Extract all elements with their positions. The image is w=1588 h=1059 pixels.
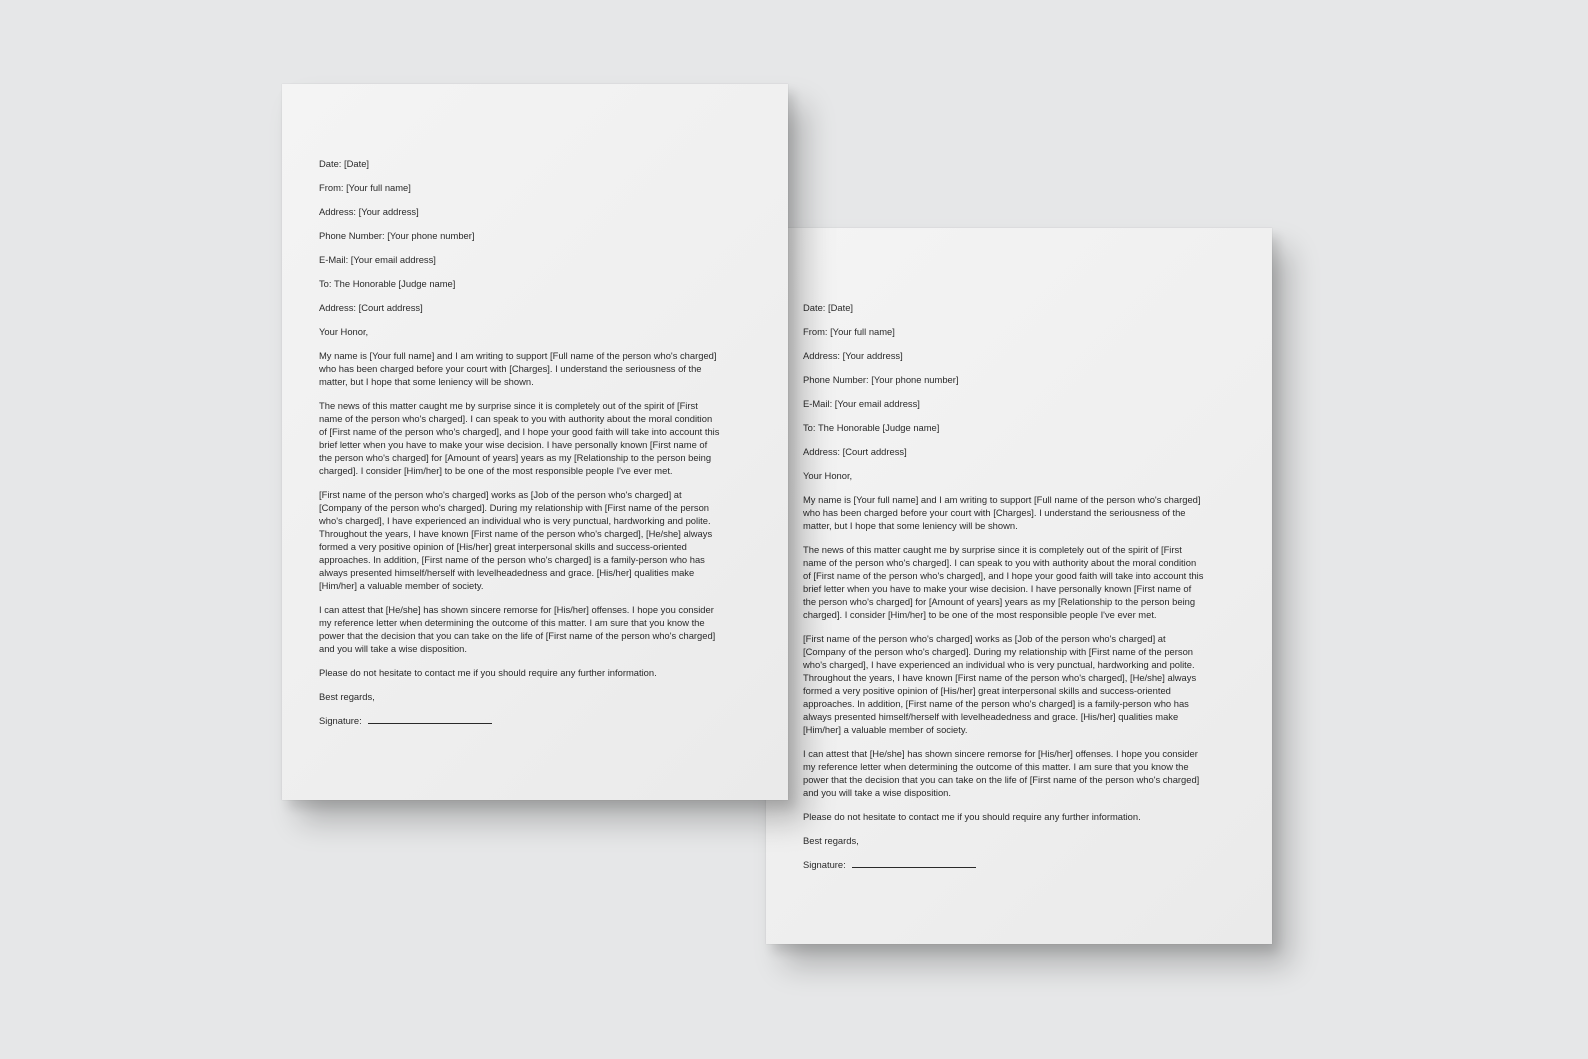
paragraph-line: of [First name of the person who's charged], and I hope your good faith will take into account this: [803, 570, 1204, 581]
paragraph-line: [First name of the person who's charged] works as [Job of the person who's charged] at: [803, 633, 1166, 644]
paragraph-line: I can attest that [He/she] has shown sincere remorse for [His/her] offenses. I hope you consider: [319, 604, 714, 615]
email-line: E-Mail: [Your email address]: [803, 398, 920, 409]
paragraph-line: brief letter when you have to make your wise decision. I have personally known [First name of: [319, 439, 708, 450]
signature-line: [368, 714, 492, 724]
paragraph-line: always presented himself/herself with levelheadedness and grace. [His/her] qualities make: [803, 711, 1179, 722]
paragraph-line: who has been charged before your court with [Charges]. I understand the seriousness of the: [803, 507, 1186, 518]
paragraph-line: formed a very positive opinion of [His/her] great interpersonal skills and success-oriented: [319, 541, 687, 552]
paragraph-line: The news of this matter caught me by surprise since it is completely out of the spirit of [First: [803, 544, 1182, 555]
paragraph-line: my reference letter when determining the outcome of this matter. I am sure that you know the: [319, 617, 705, 628]
from-line: From: [Your full name]: [803, 326, 895, 337]
paragraph-line: [Him/her] a valuable member of society.: [803, 724, 968, 735]
court-address-line: Address: [Court address]: [319, 302, 423, 313]
paragraph-intro: [319, 349, 739, 388]
paragraph-line: power that the decision that you can take on the life of [First name of the person who's charged]: [803, 774, 1200, 785]
paragraph-remorse: [319, 603, 739, 655]
paragraph-line: who's charged], I have experienced an individual who is very punctual, hardworking and polite.: [319, 515, 711, 526]
paragraph-line: My name is [Your full name] and I am writing to support [Full name of the person who's charged]: [319, 350, 717, 361]
phone-line: Phone Number: [Your phone number]: [319, 230, 475, 241]
letter-body: [803, 301, 1223, 882]
signature-row: [319, 714, 739, 727]
court-address-line: Address: [Court address]: [803, 446, 907, 457]
paragraph-line: Throughout the years, I have known [First name of the person who's charged], [He/she] always: [319, 528, 713, 539]
paragraph-line: always presented himself/herself with levelheadedness and grace. [His/her] qualities make: [319, 567, 695, 578]
paragraph-line: who's charged], I have experienced an individual who is very punctual, hardworking and polite.: [803, 659, 1195, 670]
paragraph-line: My name is [Your full name] and I am writing to support [Full name of the person who's charged]: [803, 494, 1201, 505]
paragraph-news: [319, 399, 739, 477]
date-line: Date: [Date]: [803, 302, 854, 313]
paragraph-line: name of the person who's charged]. I can speak to you with authority about the moral condition: [319, 413, 713, 424]
paragraph-line: power that the decision that you can take on the life of [First name of the person who's charged]: [319, 630, 716, 641]
date-line: Date: [Date]: [319, 158, 370, 169]
signature-label: Signature:: [319, 715, 362, 726]
paragraph-line: matter, but I hope that some leniency will be shown.: [319, 376, 534, 387]
paragraph-line: charged]. I consider [Him/her] to be one of the most responsible people I've ever met.: [319, 465, 673, 476]
salutation: Your Honor,: [319, 326, 369, 337]
paragraph-line: of [First name of the person who's charged], and I hope your good faith will take into account this: [319, 426, 720, 437]
closing: Best regards,: [803, 835, 859, 846]
letter-page-back: [766, 228, 1272, 944]
paragraph-character: [319, 488, 739, 592]
paragraph-line: I can attest that [He/she] has shown sincere remorse for [His/her] offenses. I hope you consider: [803, 748, 1198, 759]
address-line: Address: [Your address]: [803, 350, 903, 361]
paragraph-line: formed a very positive opinion of [His/her] great interpersonal skills and success-oriented: [803, 685, 1171, 696]
paragraph-line: [Company of the person who's charged]. During my relationship with [First name of the person: [803, 646, 1194, 657]
salutation: Your Honor,: [803, 470, 853, 481]
paragraph-line: The news of this matter caught me by surprise since it is completely out of the spirit of [First: [319, 400, 698, 411]
signature-row: [803, 858, 1223, 871]
paragraph-remorse: [803, 747, 1223, 799]
paragraph-line: approaches. In addition, [First name of the person who's charged] is a family-person who has: [319, 554, 705, 565]
from-line: From: [Your full name]: [319, 182, 411, 193]
paragraph-line: [First name of the person who's charged] works as [Job of the person who's charged] at: [319, 489, 682, 500]
paragraph-line: charged]. I consider [Him/her] to be one of the most responsible people I've ever met.: [803, 609, 1157, 620]
paragraph-news: [803, 543, 1223, 621]
closing: Best regards,: [319, 691, 375, 702]
paragraph-line: the person who's charged] for [Amount of years] years as my [Relationship to the person being: [319, 452, 712, 463]
recipient-line: To: The Honorable [Judge name]: [803, 422, 940, 433]
paragraph-line: name of the person who's charged]. I can speak to you with authority about the moral condition: [803, 557, 1197, 568]
signature-line: [852, 858, 976, 868]
recipient-line: To: The Honorable [Judge name]: [319, 278, 456, 289]
email-line: E-Mail: [Your email address]: [319, 254, 436, 265]
contact-line: Please do not hesitate to contact me if you should require any further information.: [803, 811, 1141, 822]
paragraph-line: approaches. In addition, [First name of the person who's charged] is a family-person who has: [803, 698, 1189, 709]
paragraph-line: my reference letter when determining the outcome of this matter. I am sure that you know the: [803, 761, 1189, 772]
paragraph-line: brief letter when you have to make your wise decision. I have personally known [First name of: [803, 583, 1192, 594]
paragraph-line: and you will take a wise disposition.: [319, 643, 467, 654]
paragraph-line: [Company of the person who's charged]. During my relationship with [First name of the person: [319, 502, 710, 513]
paragraph-character: [803, 632, 1223, 736]
letter-body: [319, 157, 739, 738]
paragraph-intro: [803, 493, 1223, 532]
paragraph-line: and you will take a wise disposition.: [803, 787, 951, 798]
paragraph-line: who has been charged before your court with [Charges]. I understand the seriousness of the: [319, 363, 702, 374]
signature-label: Signature:: [803, 859, 846, 870]
paragraph-line: [Him/her] a valuable member of society.: [319, 580, 484, 591]
address-line: Address: [Your address]: [319, 206, 419, 217]
paragraph-line: the person who's charged] for [Amount of years] years as my [Relationship to the person being: [803, 596, 1196, 607]
paragraph-line: matter, but I hope that some leniency will be shown.: [803, 520, 1018, 531]
letter-page-front: [282, 84, 788, 800]
phone-line: Phone Number: [Your phone number]: [803, 374, 959, 385]
paragraph-line: Throughout the years, I have known [First name of the person who's charged], [He/she] always: [803, 672, 1197, 683]
contact-line: Please do not hesitate to contact me if you should require any further information.: [319, 667, 657, 678]
